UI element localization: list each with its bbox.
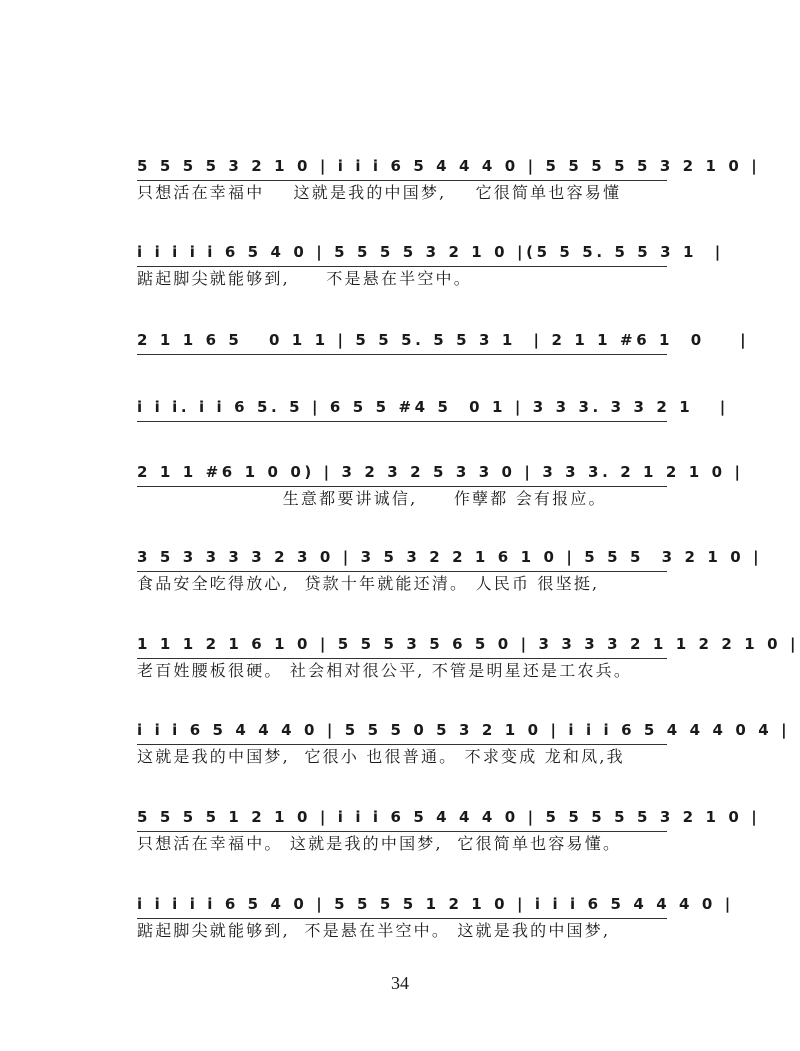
numbered-notation-line: 3 5 3 3 3 3 2 3 0 | 3 5 3 2 2 1 6 1 0 | 5 5 5 3 2 1 0 |: [137, 543, 667, 572]
numbered-notation-line: i i i 6 5 4 4 4 0 | 5 5 5 0 5 3 2 1 0 | i i i 6 5 4 4 4 0 4 |: [137, 716, 667, 745]
numbered-notation-line: i i i i i 6 5 4 0 | 5 5 5 5 1 2 1 0 | i i i 6 5 4 4 4 0 |: [137, 890, 667, 919]
numbered-notation-line: 5 5 5 5 3 2 1 0 | i i i 6 5 4 4 4 0 | 5 5 5 5 5 3 2 1 0 |: [137, 152, 667, 181]
numbered-notation-line: 1 1 1 2 1 6 1 0 | 5 5 5 3 5 6 5 0 | 3 3 3 3 2 1 1 2 2 1 0 |: [137, 630, 667, 659]
lyrics-line: 这就是我的中国梦, 它很小 也很普通。 不求变成 龙和凤,我: [137, 747, 625, 766]
numbered-notation-line: i i i. i i 6 5. 5 | 6 5 5 #4 5 0 1 | 3 3 3. 3 3 2 1 |: [137, 393, 667, 422]
lyrics-line: 踮起脚尖就能够到, 不是悬在半空中。 这就是我的中国梦,: [137, 921, 611, 940]
numbered-notation-line: 2 1 1 6 5 0 1 1 | 5 5 5. 5 5 3 1 | 2 1 1 #6 1 0 |: [137, 326, 667, 355]
lyrics-line: 老百姓腰板很硬。 社会相对很公平, 不管是明星还是工农兵。: [137, 661, 633, 680]
lyrics-line: 只想活在幸福中 这就是我的中国梦, 它很简单也容易懂: [137, 183, 622, 202]
numbered-notation-line: 5 5 5 5 1 2 1 0 | i i i 6 5 4 4 4 0 | 5 5 5 5 5 3 2 1 0 |: [137, 803, 667, 832]
lyrics-line: 只想活在幸福中。 这就是我的中国梦, 它很简单也容易懂。: [137, 834, 622, 853]
lyrics-line: 生意都要讲诚信, 作孽都 会有报应。: [137, 489, 607, 508]
numbered-notation-line: i i i i i 6 5 4 0 | 5 5 5 5 3 2 1 0 |(5 5 5. 5 5 3 1 |: [137, 238, 667, 267]
numbered-notation-line: 2 1 1 #6 1 0 0) | 3 2 3 2 5 3 3 0 | 3 3 3. 2 1 2 1 0 |: [137, 458, 667, 487]
page-number: 34: [391, 973, 409, 993]
lyrics-line: 食品安全吃得放心, 贷款十年就能还清。 人民币 很坚挺,: [137, 574, 600, 593]
lyrics-line: 踮起脚尖就能够到, 不是悬在半空中。: [137, 269, 472, 288]
